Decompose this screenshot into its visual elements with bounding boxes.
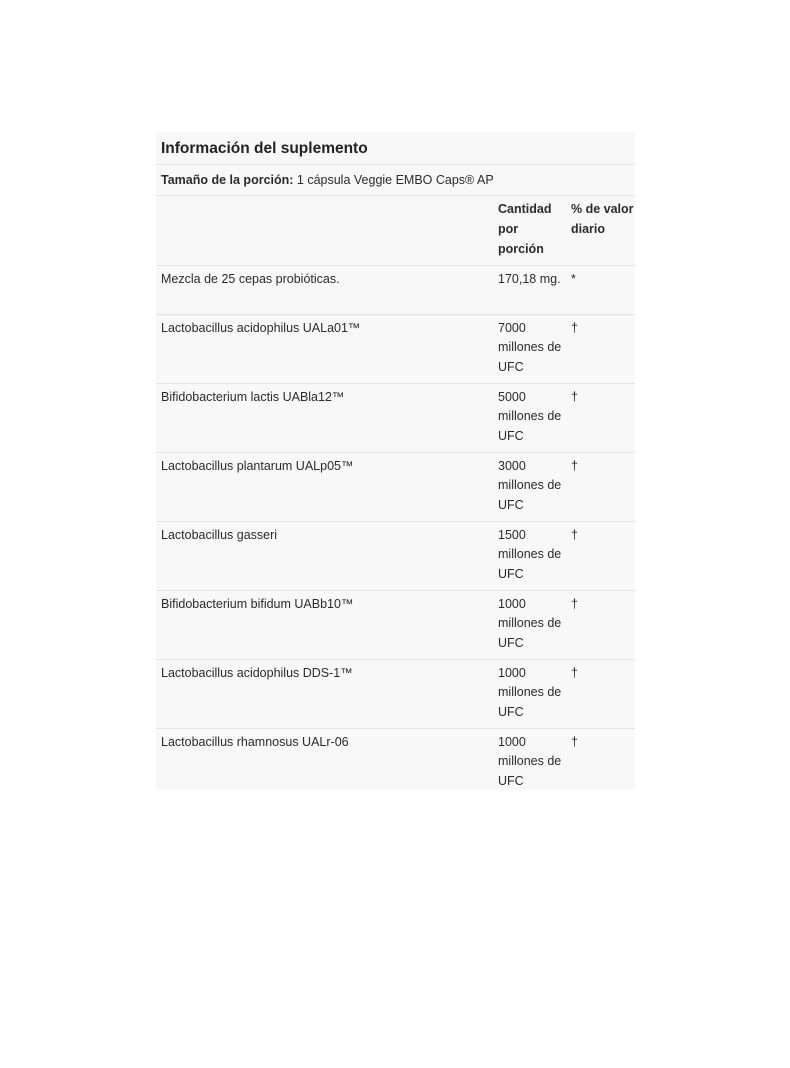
ingredient-amount: 5000 millones de UFC	[493, 383, 565, 452]
ingredient-daily-value: †	[565, 521, 635, 590]
panel-title: Información del suplemento	[156, 132, 635, 165]
ingredient-daily-value: †	[565, 314, 635, 383]
ingredient-amount: 3000 millones de UFC	[493, 452, 565, 521]
header-ingredient	[156, 196, 493, 265]
table-row	[156, 314, 635, 383]
ingredient-amount: 1000 millones de UFC	[493, 728, 565, 790]
ingredient-amount: 1000 millones de UFC	[493, 659, 565, 728]
ingredient-name: Lactobacillus acidophilus DDS-1™	[156, 659, 493, 728]
table-row	[156, 521, 635, 590]
serving-size-row	[156, 165, 635, 196]
header-daily-value: % de valor diario	[565, 196, 635, 265]
ingredient-name: Lactobacillus acidophilus UALa01™	[156, 314, 493, 383]
ingredient-daily-value: †	[565, 728, 635, 790]
table-row	[156, 590, 635, 659]
ingredient-name: Mezcla de 25 cepas probióticas.	[156, 265, 493, 314]
serving-size-label: Tamaño de la porción:	[161, 173, 294, 187]
ingredient-amount: 170,18 mg.	[493, 265, 565, 314]
ingredient-name: Lactobacillus plantarum UALp05™	[156, 452, 493, 521]
ingredient-name: Bifidobacterium lactis UABla12™	[156, 383, 493, 452]
ingredient-daily-value: *	[565, 265, 635, 314]
table-row	[156, 383, 635, 452]
serving-size-value: 1 cápsula Veggie EMBO Caps® AP	[296, 173, 494, 187]
table-row	[156, 452, 635, 521]
ingredient-amount: 1500 millones de UFC	[493, 521, 565, 590]
supplement-table	[156, 196, 635, 790]
supplement-facts-panel	[156, 132, 635, 790]
ingredient-name: Lactobacillus rhamnosus UALr-06	[156, 728, 493, 790]
ingredient-name: Lactobacillus gasseri	[156, 521, 493, 590]
ingredient-amount: 7000 millones de UFC	[493, 314, 565, 383]
table-header-row	[156, 196, 635, 265]
ingredient-daily-value: †	[565, 383, 635, 452]
ingredient-name: Bifidobacterium bifidum UABb10™	[156, 590, 493, 659]
table-row	[156, 265, 635, 314]
ingredient-daily-value: †	[565, 659, 635, 728]
ingredient-daily-value: †	[565, 452, 635, 521]
table-row	[156, 728, 635, 790]
ingredient-amount: 1000 millones de UFC	[493, 590, 565, 659]
ingredient-daily-value: †	[565, 590, 635, 659]
header-amount: Cantidad por porción	[493, 196, 565, 265]
table-row	[156, 659, 635, 728]
